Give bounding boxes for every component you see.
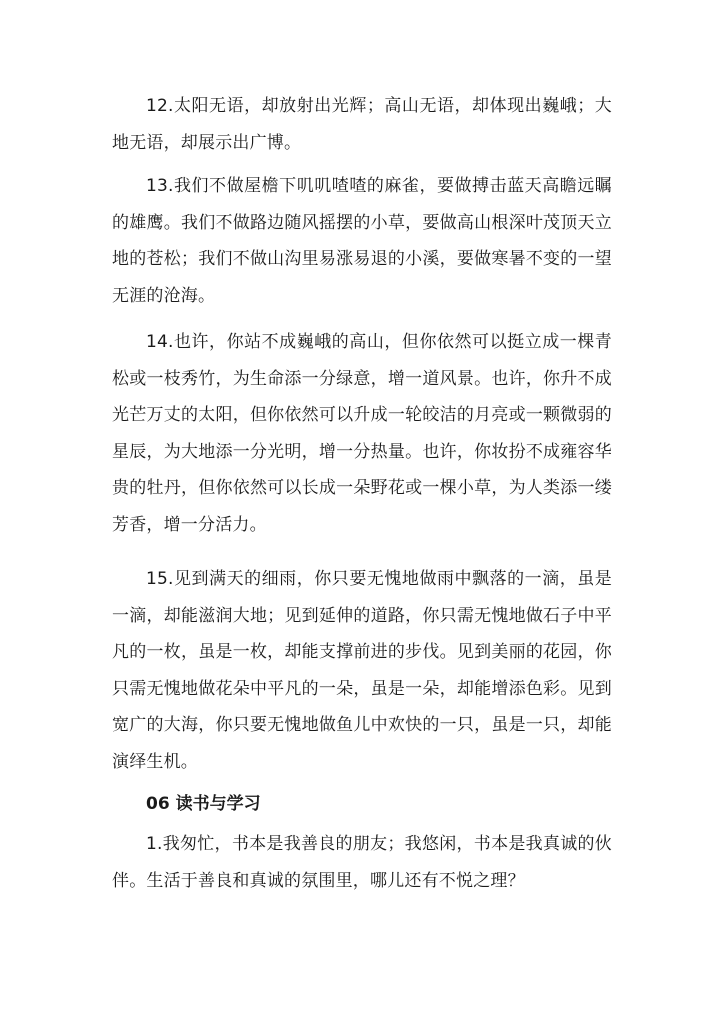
paragraph-13: 13.我们不做屋檐下叽叽喳喳的麻雀，要做搏击蓝天高瞻远瞩的雄鹰。我们不做路边随风摇摆的小草，要做高山根深叶茂顶天立地的苍松；我们不做山沟里易涨易退的小溪，要做寒暑不变的一望无涯的沧海。 [112,176,612,306]
paragraph-15: 15.见到满天的细雨，你只要无愧地做雨中飘落的一滴，虽是一滴，却能滋润大地；见到延伸的道路，你只需无愧地做石子中平凡的一枚，虽是一枚，却能支撑前进的步伐。见到美丽的花园，你只需无愧地做花朵中平凡的一朵，虽是一朵，却能增添色彩。见到宽广的大海，你只要无愧地做鱼儿中欢快的一只，虽是一只，却能演绎生机。 [112,569,612,772]
paragraph-12: 12.太阳无语，却放射出光辉；高山无语，却体现出巍峨；大地无语，却展示出广博。 [112,96,612,153]
paragraph-1: 1.我匆忙，书本是我善良的朋友；我悠闲，书本是我真诚的伙伴。生活于善良和真诚的氛围里，哪儿还有不悦之理？ [112,834,612,891]
paragraph-14: 14.也许，你站不成巍峨的高山，但你依然可以挺立成一棵青松或一枝秀竹，为生命添一分绿意，增一道风景。也许，你升不成光芒万丈的太阳，但你依然可以升成一轮皎洁的月亮或一颗微弱的星辰，为大地添一分光明，增一分热量。也许，你妆扮不成雍容华贵的牡丹，但你依然可以长成一朵野花或一棵小草，为人类添一缕芳香，增一分活力。 [112,332,612,535]
section-heading: 06 读书与学习 [146,794,261,814]
